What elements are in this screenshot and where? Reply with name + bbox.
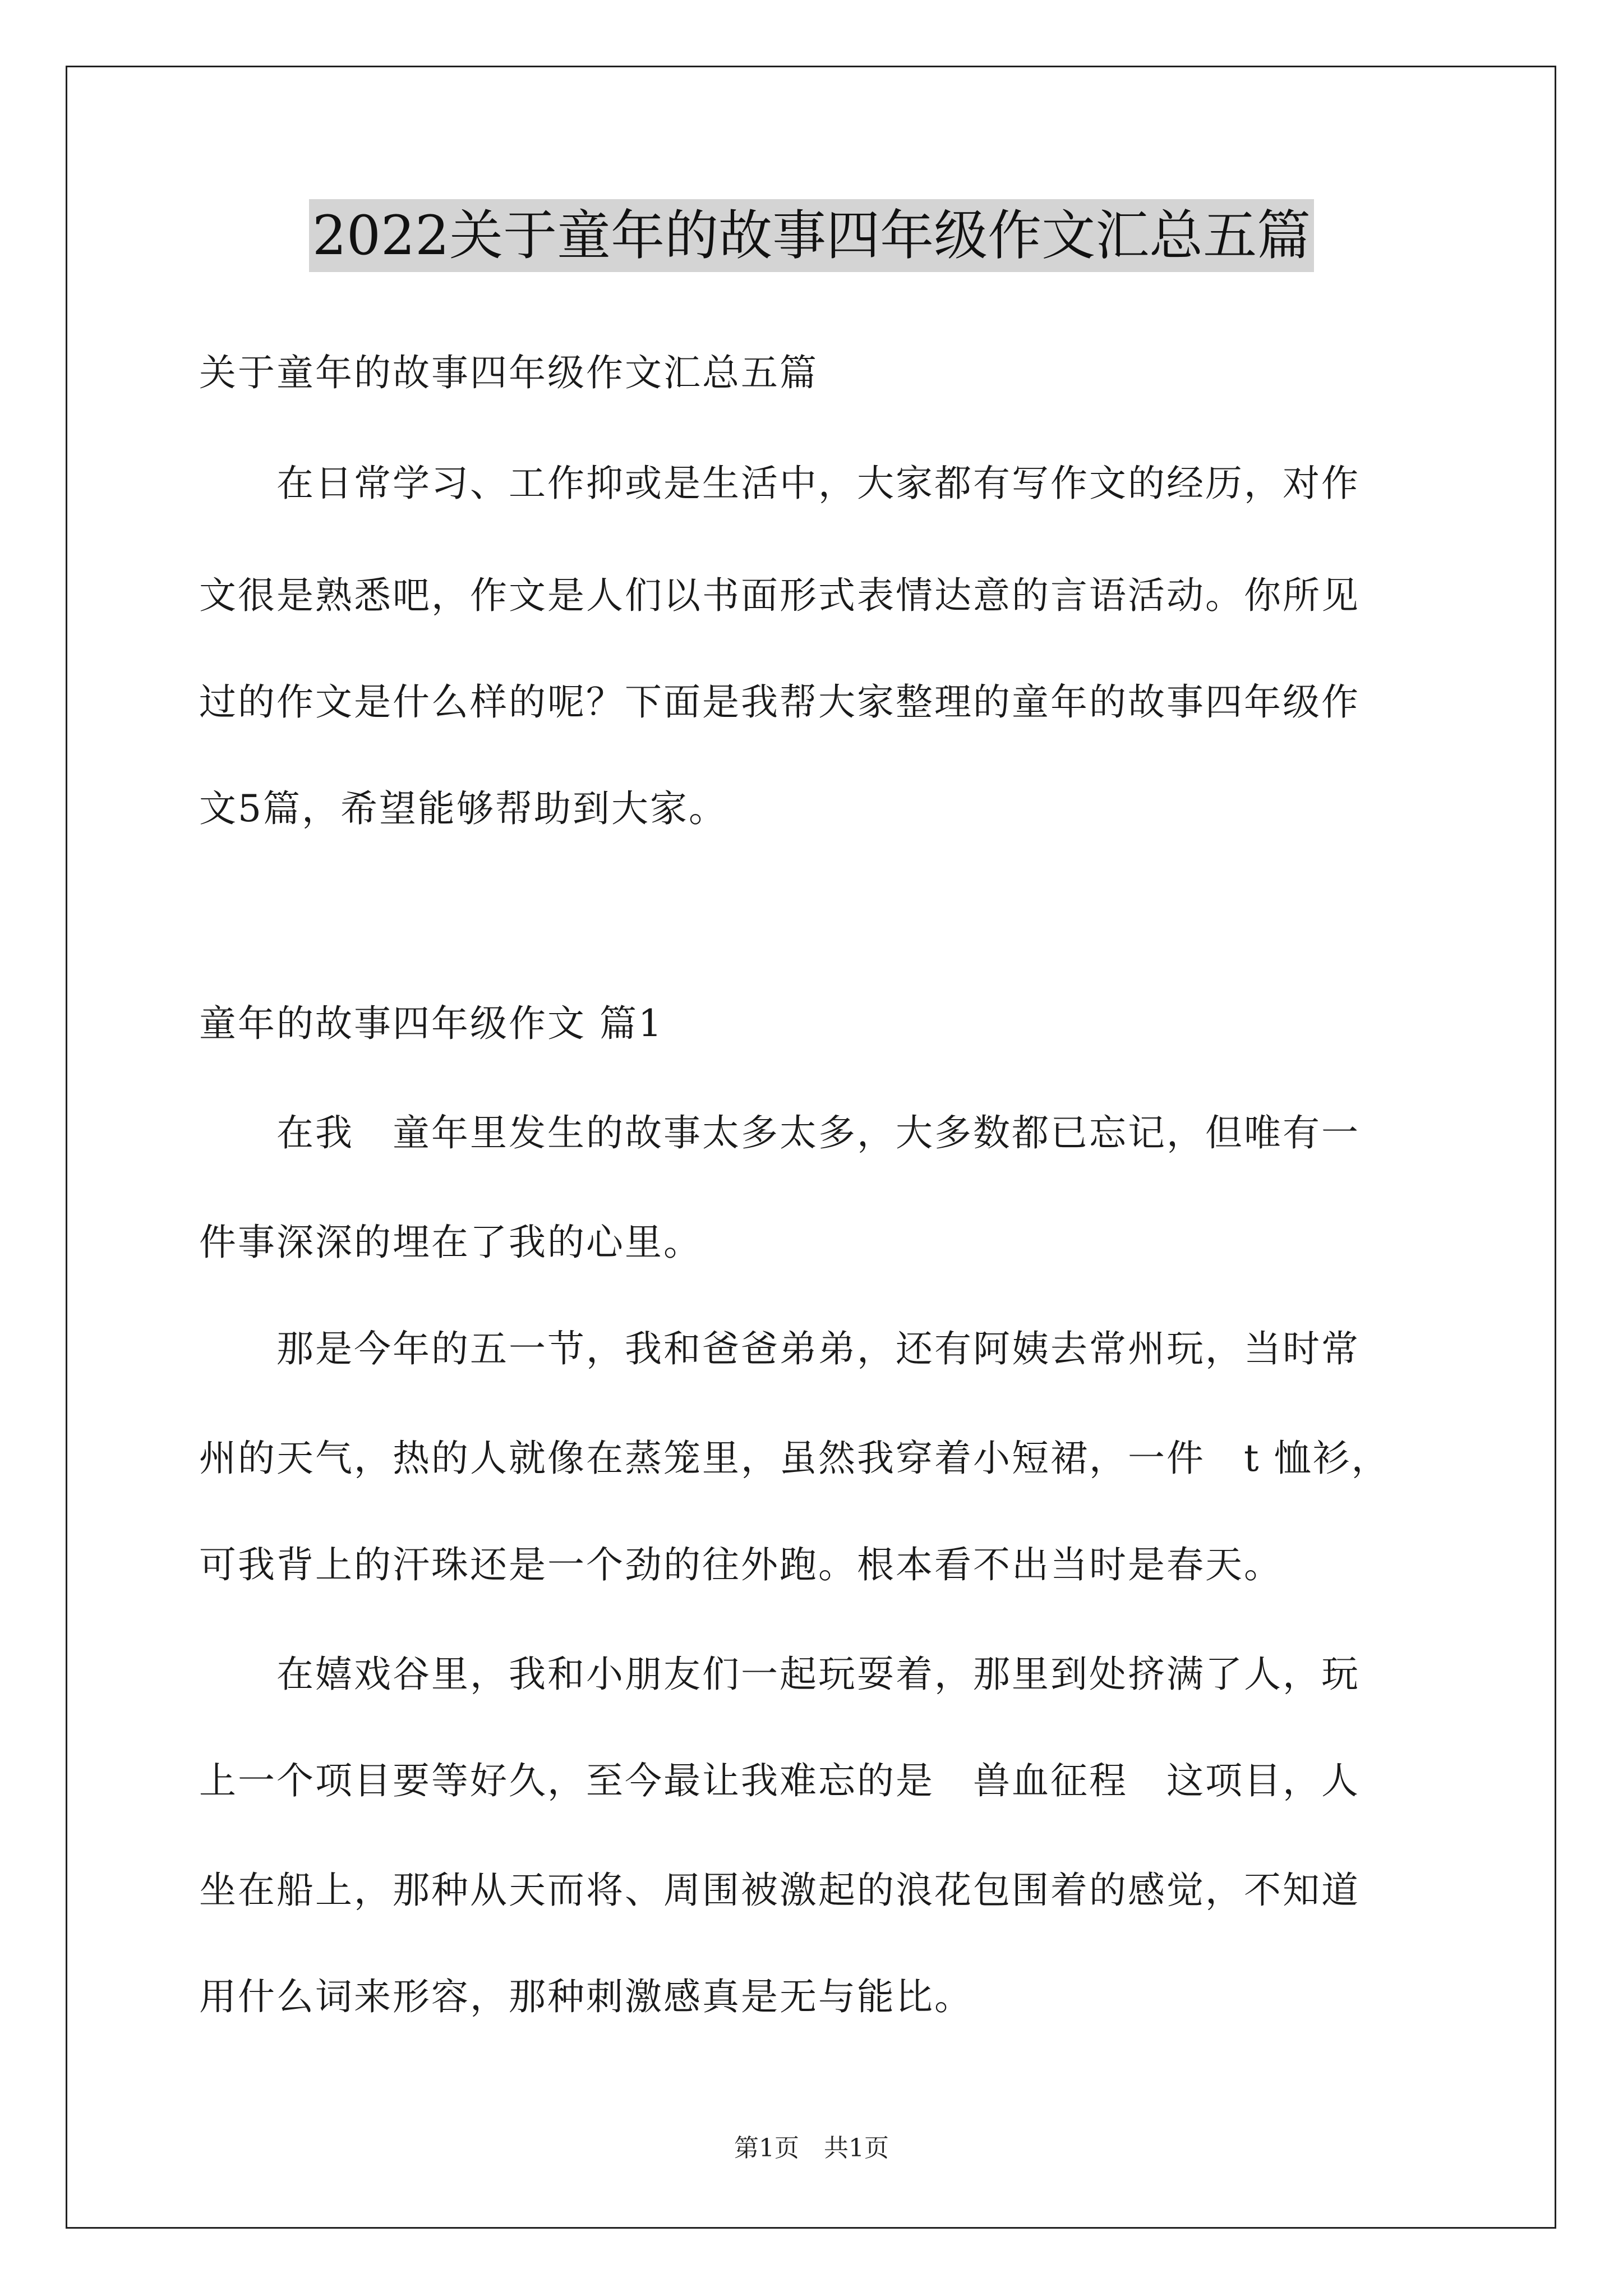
story-line-6: 在嬉戏谷里，我和小朋友们一起玩耍着，那里到处挤满了人，玩	[199, 1653, 1360, 1696]
story-line-4: 州的天气，热的人就像在蒸笼里，虽然我穿着小短裙，一件 t 恤衫，	[199, 1437, 1390, 1480]
story-line-5: 可我背上的汗珠还是一个劲的往外跑。根本看不出当时是春天。	[199, 1543, 1283, 1586]
story-line-1: 在我 童年里发生的故事太多太多，大多数都已忘记，但唯有一	[199, 1111, 1360, 1154]
intro-line-2: 文很是熟悉吧，作文是人们以书面形式表情达意的言语活动。你所见	[199, 574, 1360, 617]
story-line-2: 件事深深的埋在了我的心里。	[199, 1221, 702, 1264]
intro-line-1: 在日常学习、工作抑或是生活中，大家都有写作文的经历，对作	[199, 462, 1360, 505]
intro-line-3: 过的作文是什么样的呢？下面是我帮大家整理的童年的故事四年级作	[199, 680, 1360, 724]
page-number-footer: 第1页 共1页	[734, 2134, 889, 2162]
story-line-9: 用什么词来形容，那种刺激感真是无与能比。	[199, 1975, 973, 2018]
section-heading: 童年的故事四年级作文 篇1	[199, 1002, 663, 1045]
story-line-7: 上一个项目要等好久，至今最让我难忘的是 兽血征程 这项目，人	[199, 1759, 1360, 1802]
document-title: 2022关于童年的故事四年级作文汇总五篇	[309, 199, 1314, 272]
story-line-8: 坐在船上，那种从天而将、周围被激起的浪花包围着的感觉，不知道	[199, 1869, 1360, 1912]
intro-line-4: 文5篇，希望能够帮助到大家。	[199, 787, 727, 830]
story-line-3: 那是今年的五一节，我和爸爸弟弟，还有阿姨去常州玩，当时常	[199, 1327, 1360, 1370]
document-subtitle: 关于童年的故事四年级作文汇总五篇	[199, 351, 818, 394]
title-container	[0, 199, 1623, 272]
